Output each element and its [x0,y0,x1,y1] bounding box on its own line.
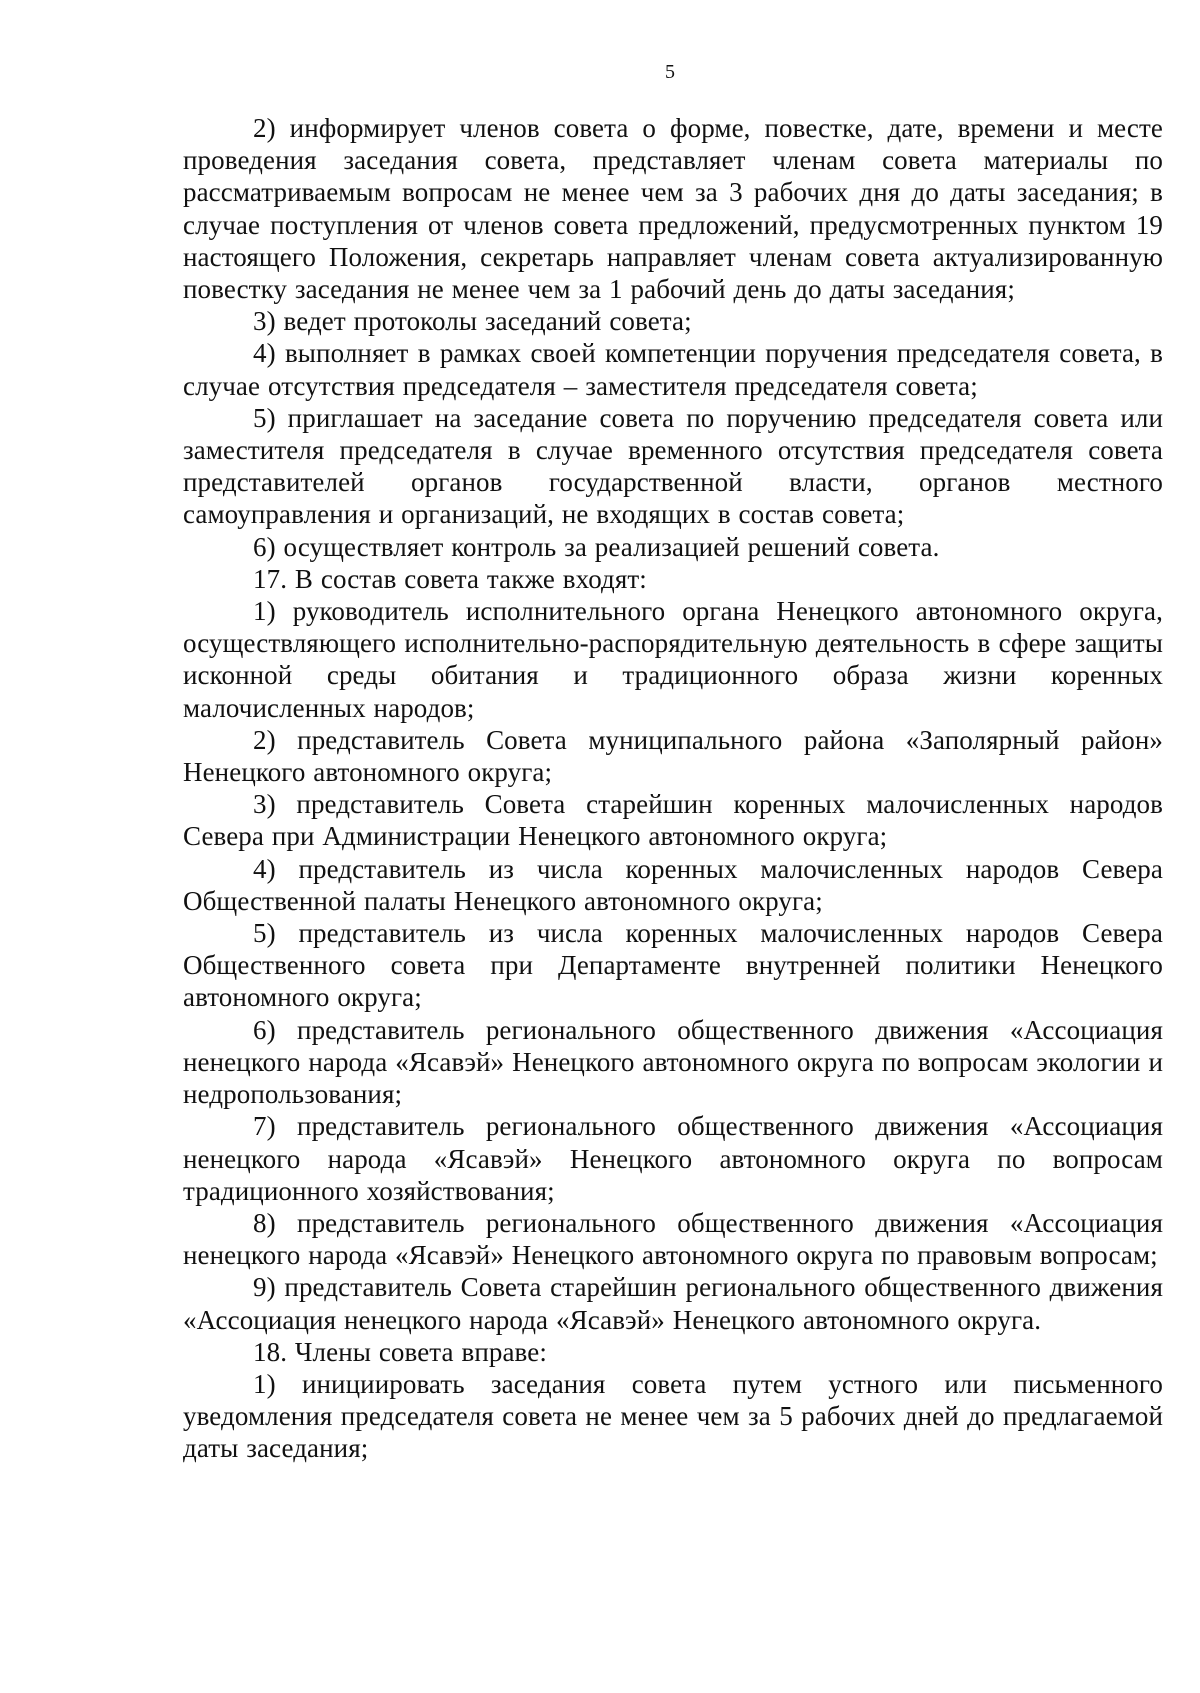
paragraph-member-4: 4) представитель из числа коренных малочисленных народов Севера Общественной палаты Ненецкого автономного округа; [183,853,1163,916]
document-body [183,112,1163,1465]
paragraph-member-7: 7) представитель регионального общественного движения «Ассоциация ненецкого народа «Ясавэй» Ненецкого автономного округа по вопросам традиционного хозяйствования; [183,1111,1163,1206]
paragraph-member-6: 6) представитель регионального общественного движения «Ассоциация ненецкого народа «Ясавэй» Ненецкого автономного округа по вопросам экологии и недропользования; [183,1014,1163,1110]
paragraph-member-9: 9) представитель Совета старейшин регионального общественного движения «Ассоциация ненецкого народа «Ясавэй» Ненецкого автономного округа. [183,1272,1163,1335]
paragraph-secretary-invites: 5) приглашает на заседание совета по поручению председателя совета или заместителя председателя в случае временного отсутствия председателя совета представителей органов государственной власти, органов местного самоуправления и организаций, не входящих в состав совета; [183,402,1163,530]
paragraph-member-2: 2) представитель Совета муниципального района «Заполярный район» Ненецкого автономного округа; [183,724,1163,788]
paragraph-member-3: 3) представитель Совета старейшин коренных малочисленных народов Севера при Администрации Ненецкого автономного округа; [183,789,1163,852]
page-number: 5 [665,61,675,83]
paragraph-secretary-informs: 2) информирует членов совета о форме, повестке, дате, времени и месте проведения заседания совета, представляет членам совета материалы по рассматриваемым вопросам не менее чем за 3 рабочих дня до даты заседания; в случае поступления от членов совета предложений, предусмотренных пунктом 19 настоящего Положения, секретарь направляет членам совета актуализированную повестку заседания не менее чем за 1 рабочий день до даты заседания; [183,113,1163,305]
paragraph-member-1: 1) руководитель исполнительного органа Ненецкого автономного округа, осуществляющего исполнительно-распорядительную деятельность в сфере защиты исконной среды обитания и традиционного образа жизни коренных малочисленных народов; [183,596,1163,723]
paragraph-secretary-orders: 4) выполняет в рамках своей компетенции поручения председателя совета, в случае отсутствия председателя – заместителя председателя совета; [183,338,1163,401]
paragraph-secretary-control: 6) осуществляет контроль за реализацией решений совета. [253,531,940,562]
paragraph-member-8: 8) представитель регионального общественного движения «Ассоциация ненецкого народа «Ясавэй» Ненецкого автономного округа по правовым вопросам; [183,1207,1163,1271]
paragraph-17-heading: 17. В состав совета также входят: [253,563,647,594]
paragraph-member-5: 5) представитель из числа коренных малочисленных народов Севера Общественного совета при Департаменте внутренней политики Ненецкого автономного округа; [183,918,1163,1013]
paragraph-right-1: 1) инициировать заседания совета путем устного или письменного уведомления председателя совета не менее чем за 5 рабочих дней до предлагаемой даты заседания; [183,1368,1163,1464]
paragraph-18-heading: 18. Члены совета вправе: [253,1336,547,1367]
paragraph-secretary-minutes: 3) ведет протоколы заседаний совета; [253,306,692,337]
